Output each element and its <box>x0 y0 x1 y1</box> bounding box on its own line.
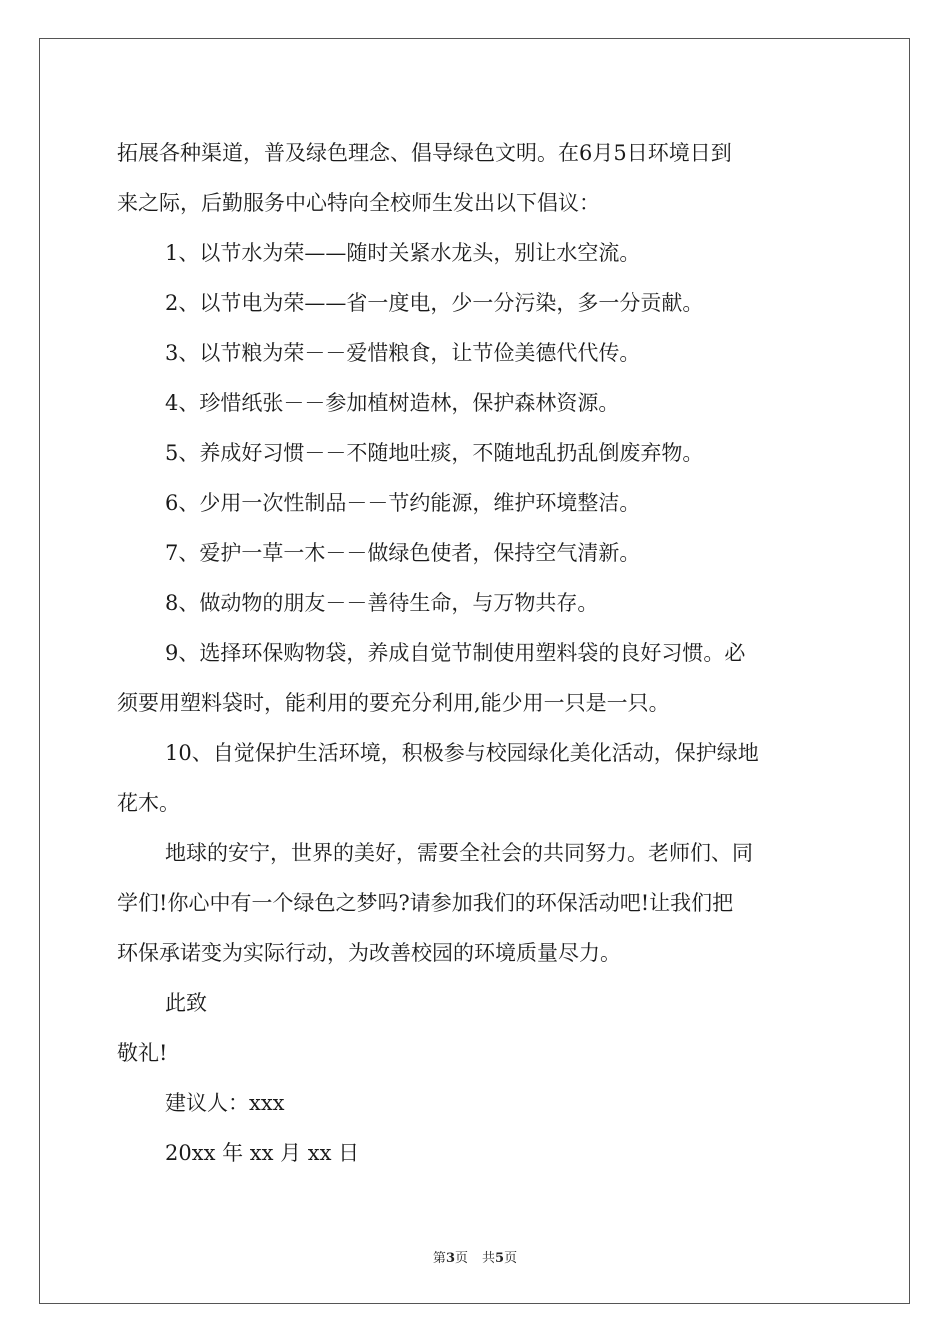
paragraph-line: 学们!你心中有一个绿色之梦吗?请参加我们的环保活动吧!让我们把 <box>117 891 734 915</box>
page-suffix: 页 <box>454 1251 468 1266</box>
text-line: 拓展各种渠道，普及绿色理念、倡导绿色文明。在6月5日环境日到 <box>117 141 732 165</box>
list-item: 8、做动物的朋友－－善待生命，与万物共存。 <box>165 591 599 615</box>
list-item: 6、少用一次性制品－－节约能源，维护环境整洁。 <box>165 491 641 515</box>
page-prefix: 第 <box>432 1251 446 1266</box>
paragraph-line: 环保承诺变为实际行动，为改善校园的环境质量尽力。 <box>117 941 621 965</box>
date-line: 20xx 年 xx 月 xx 日 <box>165 1141 360 1165</box>
text-line: 来之际，后勤服务中心特向全校师生发出以下倡议： <box>117 191 600 215</box>
list-item: 3、以节粮为荣－－爱惜粮食，让节俭美德代代传。 <box>165 341 641 365</box>
total-prefix: 共 <box>482 1251 496 1266</box>
total-pages-number: 5 <box>495 1251 505 1266</box>
text-line: 花木。 <box>117 791 180 815</box>
page-footer <box>0 1247 950 1266</box>
list-item: 5、养成好习惯－－不随地吐痰，不随地乱扔乱倒废弃物。 <box>165 441 704 465</box>
total-suffix: 页 <box>504 1251 518 1266</box>
list-item: 1、以节水为荣——随时关紧水龙头，别让水空流。 <box>165 241 641 265</box>
signer-line: 建议人：xxx <box>165 1091 285 1115</box>
current-page-number: 3 <box>445 1251 455 1266</box>
document-body <box>117 128 837 1178</box>
list-item: 7、爱护一草一木－－做绿色使者，保持空气清新。 <box>165 541 641 565</box>
list-item: 10、自觉保护生活环境，积极参与校园绿化美化活动，保护绿地 <box>165 741 759 765</box>
list-item: 4、珍惜纸张－－参加植树造林，保护森林资源。 <box>165 391 620 415</box>
list-item: 2、以节电为荣——省一度电，少一分污染，多一分贡献。 <box>165 291 704 315</box>
salutation-line: 敬礼! <box>117 1041 168 1065</box>
closing-line: 此致 <box>165 991 207 1015</box>
text-line: 须要用塑料袋时，能利用的要充分利用,能少用一只是一只。 <box>117 691 670 715</box>
paragraph-line: 地球的安宁，世界的美好，需要全社会的共同努力。老师们、同 <box>165 841 753 865</box>
list-item: 9、选择环保购物袋，养成自觉节制使用塑料袋的良好习惯。必 <box>165 641 746 665</box>
